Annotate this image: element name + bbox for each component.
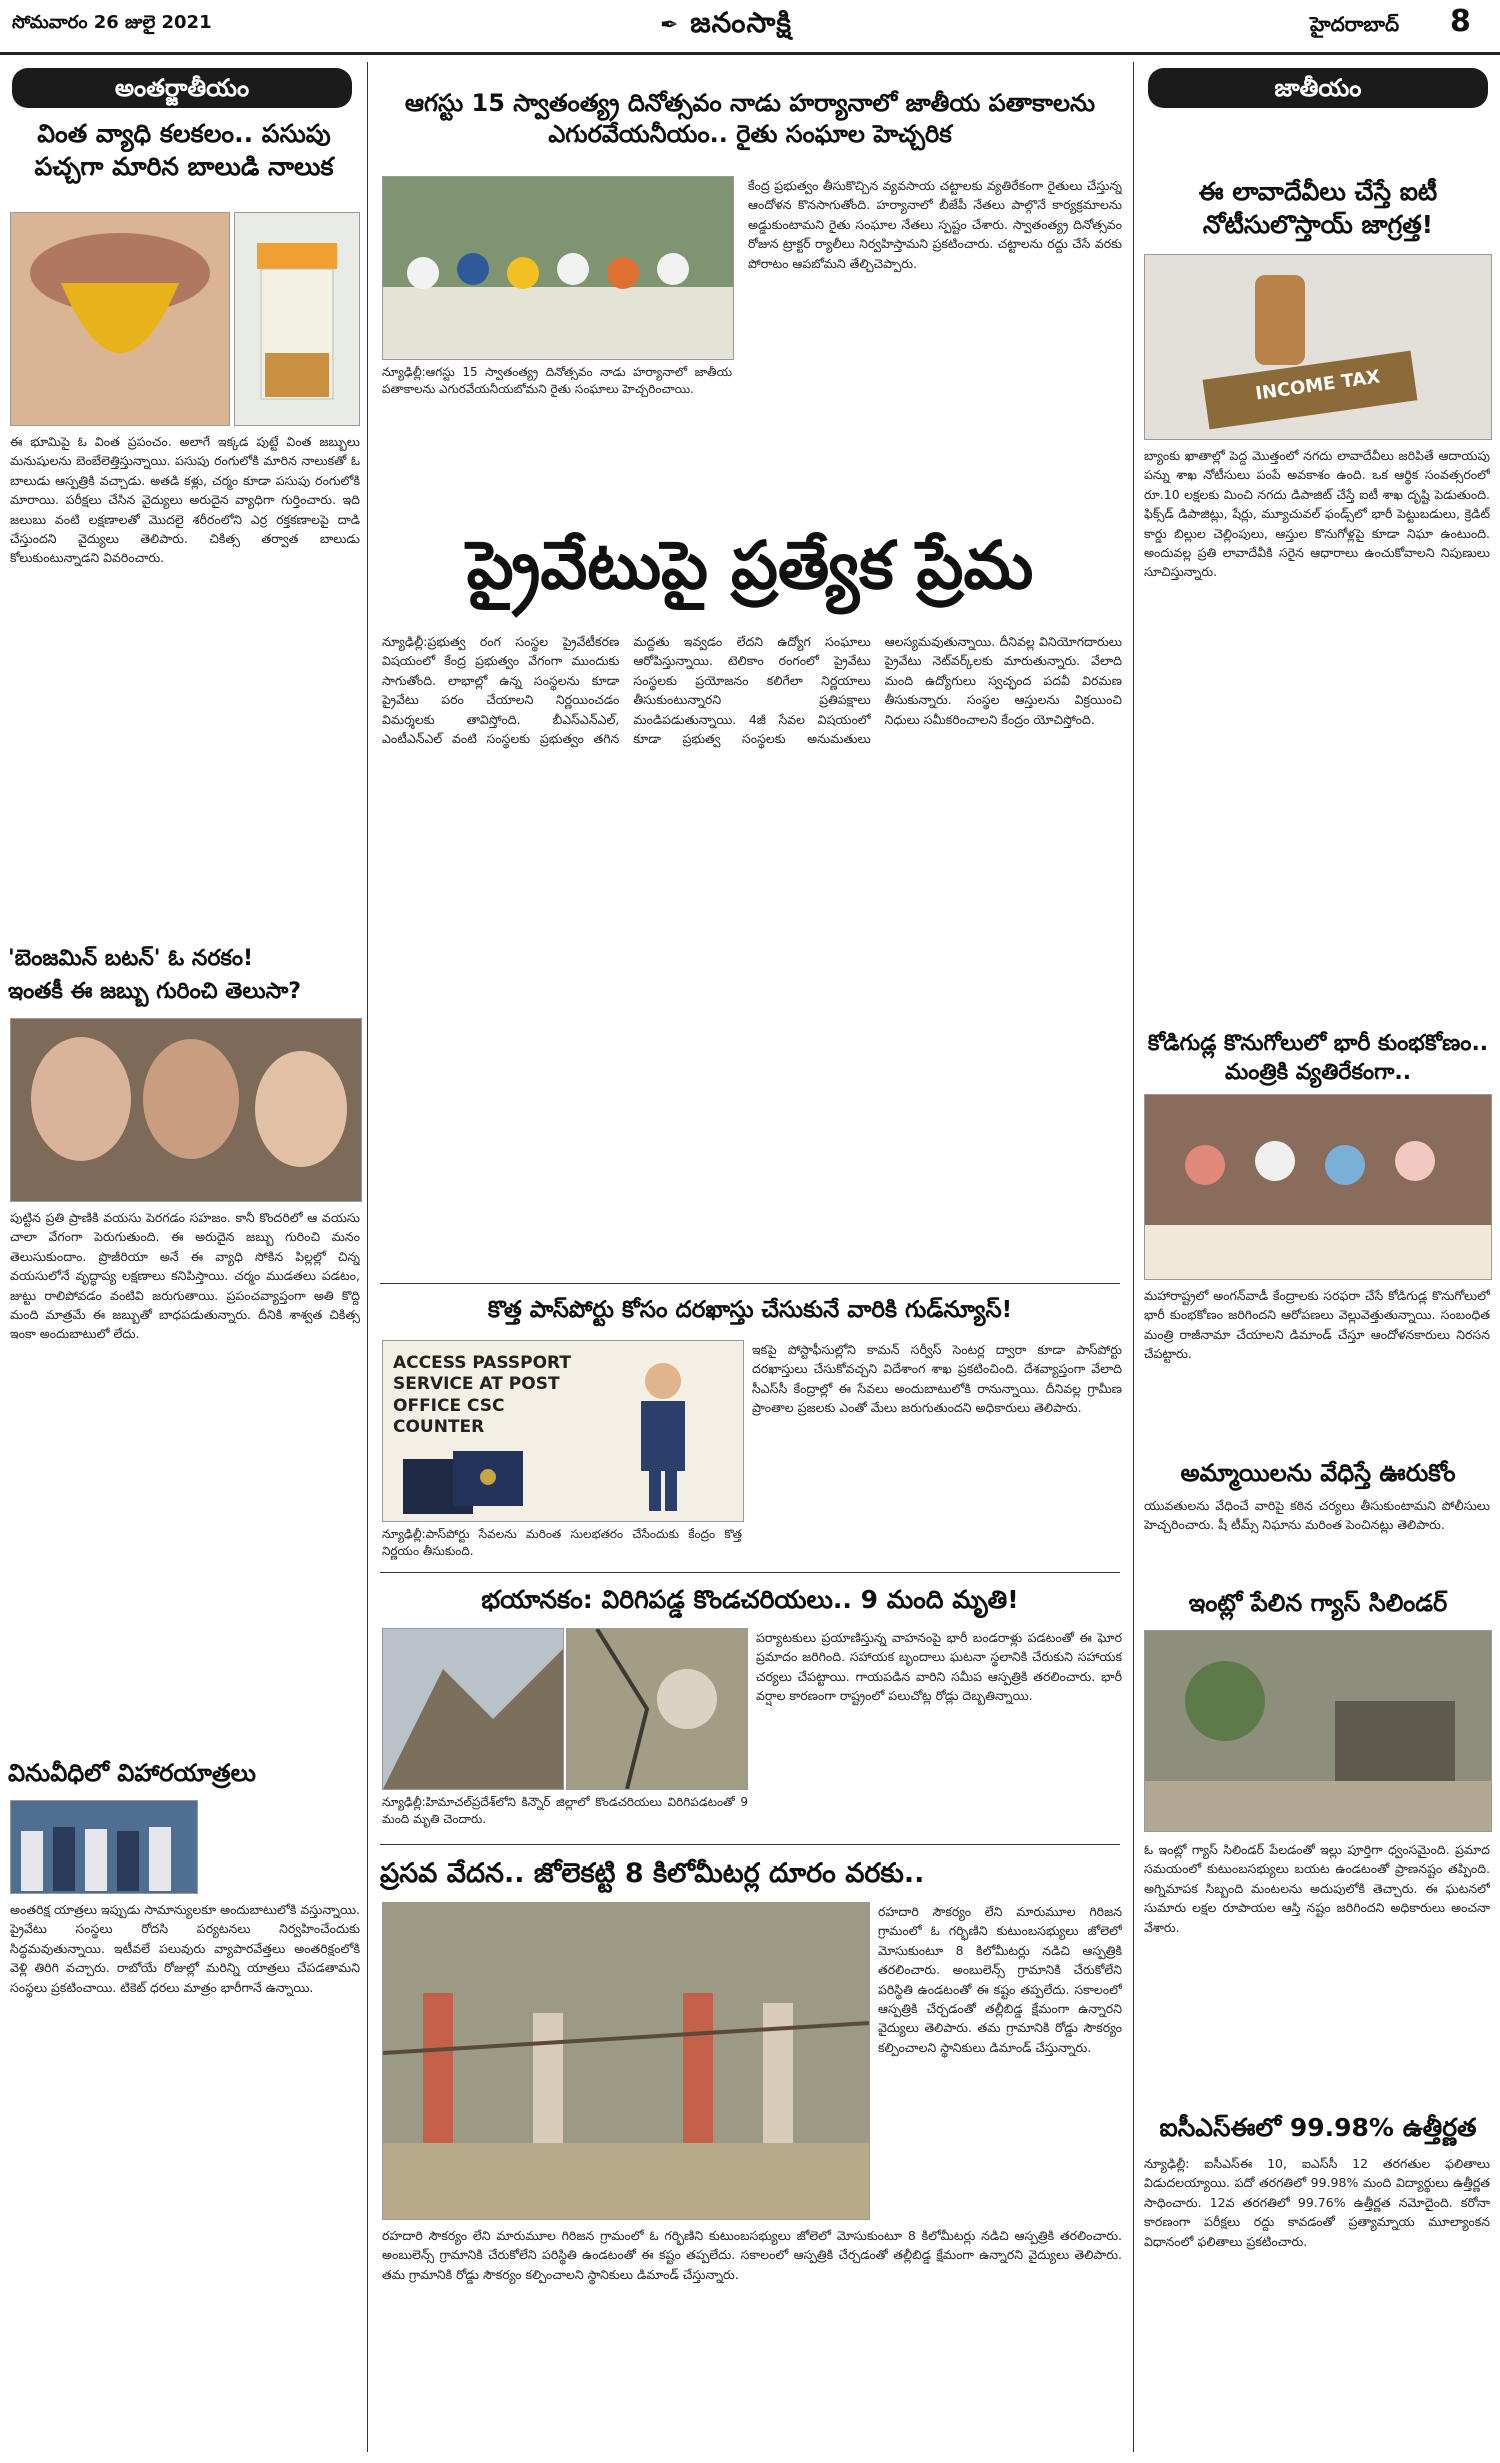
headline-landslide: భయానకం: విరిగిపడ్డ కొండచరియలు.. 9 మంది మృతి! [481, 1585, 1019, 1614]
headline-labor-journey: ప్రసవ వేదన.. జోలెకట్టి 8 కిలోమీటర్ల దూరం వరకు.. [380, 1858, 925, 1889]
divider-labor [380, 1844, 1120, 1845]
headline-icse-results: ఐసీఎస్ఈలో 99.98% ఉత్తీర్ణత [1159, 2113, 1477, 2142]
jar-illustration [235, 213, 359, 425]
headline-space-tourism: వినువీధిలో విహారయాత్రలు [8, 1759, 256, 1787]
section-tag-national: జాతీయం [1148, 68, 1488, 108]
sample-jar-photo [234, 212, 360, 426]
article-landslide-body: పర్యాటకులు ప్రయాణిస్తున్న వాహనంపై భారీ బండరాళ్లు పడటంతో ఈ ఘోర ప్రమాదం జరిగింది. సహాయక బృందాలు ఘటనా స్థలానికి చేరుకుని సహాయక చర్యలు చేపట్టాయి. గాయపడిన వారిని సమీప ఆస్పత్రికి తరలించారు. భారీ వర్షాల కారణంగా రాష్ట్రంలో పలుచోట్ల రోడ్లు దెబ్బతిన్నాయి. [756, 1630, 1122, 1704]
headline-strange-disease: వింత వ్యాధి కలకలం.. పసుపు పచ్చగా మారిన బాలుడి నాలుక [34, 119, 334, 181]
landslide-photo-1 [382, 1628, 564, 1790]
article-icse-results-body: న్యూఢిల్లీ: ఐసీఎస్ఈ 10, ఐఎస్‌సీ 12 తరగతుల ఫలితాలు విడుదలయ్యాయి. పదో తరగతిలో 99.98% మంది విద్యార్థులు ఉత్తీర్ణత సాధించారు. 12వ తరగతిలో 99.76% ఉత్తీర్ణత నమోదైంది. కరోనా కారణంగా పరీక్షలు రద్దు కావడంతో ప్రత్యామ్నాయ మూల్యాంకన విధానంలో ఫలితాలు ప్రకటించారు. [1144, 2156, 1490, 2249]
passport-book-icon [403, 1451, 553, 1516]
progeria-photo [10, 1018, 362, 1202]
income-tax-stamp-text: INCOME TAX [1254, 366, 1382, 405]
article-egg-scam-body: మహారాష్ట్రలో అంగన్‌వాడీ కేంద్రాలకు సరఫరా చేసే కోడిగుడ్ల కొనుగోలులో భారీ కుంభకోణం జరిగిందని ఆరోపణలు వెల్లువెత్తుతున్నాయి. సంబంధిత మంత్రి రాజీనామా చేయాలని డిమాండ్ చేస్తూ ఆందోళనకారులు నిరసన చేపట్టారు. [1144, 1288, 1490, 1362]
headline-egg-scam: కోడిగుడ్ల కొనుగోలులో భారీ కుంభకోణం.. మంత్రికి వ్యతిరేకంగా.. [1147, 1031, 1489, 1085]
article-labor-journey-body-right: రహదారి సౌకర్యం లేని మారుమూల గిరిజన గ్రామంలో ఓ గర్భిణిని కుటుంబసభ్యులు జోలెలో మోసుకుంటూ 8 కిలోమీటర్లు నడిచి ఆస్పత్రికి తరలించారు. అంబులెన్స్ గ్రామానికి చేరుకోలేని పరిస్థితి ఉండటంతో ఈ కష్టం తప్పలేదు. సకాలంలో ఆస్పత్రికి చేర్చడంతో తల్లీబిడ్డ క్షేమంగా ఉన్నారని వైద్యులు తెలిపారు. తమ గ్రామానికి రోడ్డు సౌకర్యం కల్పించాలని స్థానికులు డిమాండ్ చేస్తున్నారు. [878, 1904, 1122, 2055]
headline-harassment-warning: అమ్మాయిలను వేధిస్తే ఊరుకోం [1180, 1459, 1456, 1487]
divider-passport [380, 1283, 1120, 1284]
article-farmers-body: కేంద్ర ప్రభుత్వం తీసుకొచ్చిన వ్యవసాయ చట్టాలకు వ్యతిరేకంగా రైతులు చేస్తున్న ఆందోళన కొనసాగుతోంది. హర్యానాలో బీజేపీ నేతలు పాల్గొనే కార్యక్రమాలను అడ్డుకుంటామని రైతు సంఘాల నేతలు స్పష్టం చేశారు. స్వాతంత్య్ర దినోత్సవం రోజున ట్రాక్టర్ ర్యాలీలు నిర్వహిస్తామని ప్రకటించారు. చట్టాలను రద్దు చేసే వరకు పోరాటం ఆపబోమని తేల్చిచెప్పారు. [748, 178, 1122, 271]
logo-icon: ✒ [660, 13, 680, 38]
passport-caption: న్యూఢిల్లీ:పాస్‌పోర్టు సేవలను మరింత సులభతరం చేసేందుకు కేంద్రం కొత్త నిర్ణయం తీసుకుంది. [382, 1527, 742, 1559]
passport-poster [382, 1340, 744, 1522]
article-benjamin-button-body: పుట్టిన ప్రతి ప్రాణికి వయసు పెరగడం సహజం. కానీ కొందరిలో ఆ వయసు చాలా వేగంగా పెరుగుతుంది. ఈ అరుదైన జబ్బు గురించి మనం తెలుసుకుందాం. ప్రొజీరియా అనే ఈ వ్యాధి సోకిన పిల్లల్లో చిన్న వయసులోనే వృద్ధాప్య లక్షణాలు కనిపిస్తాయి. చర్మం ముడతలు పడటం, జుట్టు రాలిపోవడం వంటివి జరుగుతాయి. ప్రపంచవ్యాప్తంగా అతి కొద్ది మంది మాత్రమే ఈ జబ్బుతో బాధపడుతున్నారు. దీనికి శాశ్వత చికిత్స ఇంకా అందుబాటులో లేదు. [10, 1210, 360, 1342]
astronauts-photo [10, 1800, 198, 1894]
farmers-protest-illustration [383, 177, 733, 359]
astronauts-illustration [11, 1801, 197, 1893]
gas-cylinder-illustration [1145, 1631, 1491, 1831]
article-harassment-body: యువతులను వేధించే వారిపై కఠిన చర్యలు తీసుకుంటామని పోలీసులు హెచ్చరించారు. షీ టీమ్స్ నిఘాను మరింత పెంచినట్లు తెలిపారు. [1144, 1498, 1490, 1533]
article-income-tax-body: బ్యాంకు ఖాతాల్లో పెద్ద మొత్తంలో నగదు లావాదేవీలు జరిపితే ఆదాయపు పన్ను శాఖ నోటీసులు పంపే అవకాశం ఉంది. ఒక ఆర్థిక సంవత్సరంలో రూ.10 లక్షలకు మించి నగదు డిపాజిట్ చేస్తే ఐటీ శాఖ దృష్టి పెడుతుంది. ఫిక్స్‌డ్ డిపాజిట్లు, షేర్లు, మ్యూచువల్ ఫండ్స్‌లో భారీ పెట్టుబడులు, క్రెడిట్ కార్డు బిల్లుల చెల్లింపులు, ఆస్తుల కొనుగోళ్లపై కూడా నిఘా ఉంటుంది. అందువల్ల ప్రతి లావాదేవీకి సరైన ఆధారాలు ఉంచుకోవాలని నిపుణులు సూచిస్తున్నారు. [1144, 448, 1490, 580]
headline-gas-cylinder: ఇంట్లో పేలిన గ్యాస్ సిలిండర్ [1188, 1589, 1448, 1617]
landslide-caption: న్యూఢిల్లీ:హిమాచల్‌ప్రదేశ్‌లోని కిన్నౌర్ జిల్లాలో కొండచరియలు విరిగిపడటంతో 9 మంది మృతి చెందారు. [382, 1795, 748, 1827]
landslide-photo-2 [566, 1628, 748, 1790]
column-divider-left [367, 62, 368, 2452]
labor-journey-illustration [383, 1903, 869, 2219]
edition-city: హైదరాబాద్ [1310, 12, 1400, 36]
article-privatization-body: న్యూఢిల్లీ:ప్రభుత్వ రంగ సంస్థల ప్రైవేటీకరణ విషయంలో కేంద్ర ప్రభుత్వం వేగంగా ముందుకు సాగుతోంది. లాభాల్లో ఉన్న సంస్థలను కూడా ప్రైవేటు పరం చేయాలని నిర్ణయించడం విమర్శలకు తావిస్తోంది. బీఎస్ఎన్ఎల్, ఎంటీఎన్ఎల్ వంటి సంస్థలకు ప్రభుత్వం తగిన మద్దతు ఇవ్వడం లేదని ఉద్యోగ సంఘాలు ఆరోపిస్తున్నాయి. టెలికాం రంగంలో ప్రైవేటు సంస్థలకు ప్రయోజనం కలిగేలా నిర్ణయాలు తీసుకుంటున్నారని ప్రతిపక్షాలు మండిపడుతున్నాయి. 4జీ సేవల విషయంలో కూడా ప్రభుత్వ సంస్థలకు అనుమతులు ఆలస్యమవుతున్నాయి. దీనివల్ల వినియోగదారులు ప్రైవేటు నెట్‌వర్క్‌లకు మారుతున్నారు. వేలాది మంది ఉద్యోగులు స్వచ్ఛంద పదవీ విరమణ తీసుకున్నారు. సంస్థల ఆస్తులను విక్రయించి నిధులు సమీకరించాలని కేంద్రం యోచిస్తోంది. [382, 634, 1122, 746]
labor-journey-photo [382, 1902, 870, 2220]
headline-farmers-warning: ఆగస్టు 15 స్వాతంత్య్ర దినోత్సవం నాడు హర్యానాలో జాతీయ పతాకాలను ఎగురవేయనీయం.. రైతు సంఘాల హెచ్చరిక [404, 89, 1096, 149]
income-tax-stamp-illustration [1145, 255, 1491, 439]
article-labor-journey-body: రహదారి సౌకర్యం లేని మారుమూల గిరిజన గ్రామంలో ఓ గర్భిణిని కుటుంబసభ్యులు జోలెలో మోసుకుంటూ 8 కిలోమీటర్లు నడిచి ఆస్పత్రికి తరలించారు. అంబులెన్స్ గ్రామానికి చేరుకోలేని పరిస్థితి ఉండటంతో ఈ కష్టం తప్పలేదు. సకాలంలో ఆస్పత్రికి చేర్చడంతో తల్లీబిడ్డ క్షేమంగా ఉన్నారని వైద్యులు తెలిపారు. తమ గ్రామానికి రోడ్డు సౌకర్యం కల్పించాలని స్థానికులు డిమాండ్ చేస్తున్నారు. [382, 2228, 1122, 2282]
divider-landslide [380, 1572, 1120, 1573]
issue-date: సోమవారం 26 జులై 2021 [12, 12, 212, 33]
landslide-illustration-2 [567, 1629, 747, 1789]
banner-headline-privatization: ప్రైవేటుపై ప్రత్యేక ప్రేమ [466, 527, 1034, 604]
gas-cylinder-photo [1144, 1630, 1492, 1832]
column-divider-right [1133, 62, 1134, 2452]
income-tax-photo [1144, 254, 1492, 440]
subhead-benjamin-button: ఇంతకీ ఈ జబ్బు గురించి తెలుసా? [8, 979, 302, 1004]
logo-text: జనంసాక్షి [690, 6, 792, 39]
section-tag-international: అంతర్జాతీయం [12, 68, 352, 108]
egg-scam-protest-photo [1144, 1094, 1492, 1280]
tongue-photo [10, 212, 230, 426]
article-passport-body: ఇకపై పోస్టాఫీసుల్లోని కామన్ సర్వీస్ సెంటర్ల ద్వారా కూడా పాస్‌పోర్టు దరఖాస్తులు చేసుకోవచ్చని విదేశాంగ శాఖ ప్రకటించింది. దేశవ్యాప్తంగా వేలాది సీఎస్‌సీ కేంద్రాల్లో ఈ సేవలు అందుబాటులోకి రానున్నాయి. దీనివల్ల గ్రామీణ ప్రాంతాల ప్రజలకు ఎంతో మేలు జరుగుతుందని అధికారులు తెలిపారు. [752, 1342, 1122, 1416]
progeria-illustration [11, 1019, 361, 1201]
farmers-protest-photo [382, 176, 734, 360]
tongue-illustration [11, 213, 229, 425]
headline-passport: కొత్త పాస్‌పోర్టు కోసం దరఖాస్తు చేసుకునే వారికి గుడ్‌న్యూస్! [487, 1297, 1013, 1323]
headline-income-tax: ఈ లావాదేవీలు చేస్తే ఐటీ నోటీసులొస్తాయ్ జాగ్రత్త! [1198, 177, 1438, 239]
passport-person-icon [583, 1351, 733, 1516]
masthead [0, 0, 1500, 55]
passport-poster-text: ACCESS PASSPORT SERVICE AT POST OFFICE CSC COUNTER [393, 1353, 571, 1437]
article-space-tourism-body: అంతరిక్ష యాత్రలు ఇప్పుడు సామాన్యులకూ అందుబాటులోకి వస్తున్నాయి. ప్రైవేటు సంస్థలు రోదసి పర్యటనలు నిర్వహించేందుకు సిద్ధమవుతున్నాయి. ఇటీవలే పలువురు వ్యాపారవేత్తలు అంతరిక్షంలోకి వెళ్లి తిరిగి వచ్చారు. రాబోయే రోజుల్లో మరిన్ని యాత్రలు చేపడతామని సంస్థలు ప్రకటించాయి. టికెట్ ధరలు మాత్రం భారీగానే ఉన్నాయి. [10, 1902, 360, 1995]
farmers-caption: న్యూఢిల్లీ:ఆగస్టు 15 స్వాతంత్య్ర దినోత్సవం నాడు హర్యానాలో జాతీయ పతాకాలను ఎగురవేయనీయబోమని రైతు సంఘాలు హెచ్చరించాయి. [382, 365, 732, 397]
article-strange-disease-body: ఈ భూమిపై ఓ వింత ప్రపంచం. అలాగే ఇక్కడ పుట్టే వింత జబ్బులు మనుషులను బెంబేలెత్తిస్తున్నాయి. పసుపు రంగులోకి మారిన నాలుకతో ఓ బాలుడు ఆస్పత్రికి వచ్చాడు. అతడి కళ్లు, చర్మం కూడా పసుపు రంగులోకి మారాయి. పరీక్షలు చేసిన వైద్యులు అరుదైన వ్యాధిగా గుర్తించారు. ఇది జలుబు వంటి లక్షణాలతో మొదలై శరీరంలోని ఎర్ర రక్తకణాలపై దాడి చేస్తుందని వైద్యులు తెలిపారు. చికిత్స తర్వాత బాలుడు కోలుకుంటున్నాడని వివరించారు. [10, 434, 360, 566]
page-number: 8 [1450, 4, 1471, 39]
newspaper-logo [660, 6, 792, 46]
egg-scam-illustration [1145, 1095, 1491, 1279]
article-gas-cylinder-body: ఓ ఇంట్లో గ్యాస్ సిలిండర్ పేలడంతో ఇల్లు పూర్తిగా ధ్వంసమైంది. ప్రమాద సమయంలో కుటుంబసభ్యులు బయట ఉండటంతో ప్రాణనష్టం తప్పింది. అగ్నిమాపక సిబ్బంది మంటలను అదుపులోకి తెచ్చారు. ఈ ఘటనలో సుమారు లక్షల రూపాయల ఆస్తి నష్టం జరిగిందని అధికారులు అంచనా వేశారు. [1144, 1842, 1490, 1935]
landslide-illustration-1 [383, 1629, 563, 1789]
headline-benjamin-button: 'బెంజమిన్ బటన్' ఓ నరకం! [8, 946, 254, 971]
